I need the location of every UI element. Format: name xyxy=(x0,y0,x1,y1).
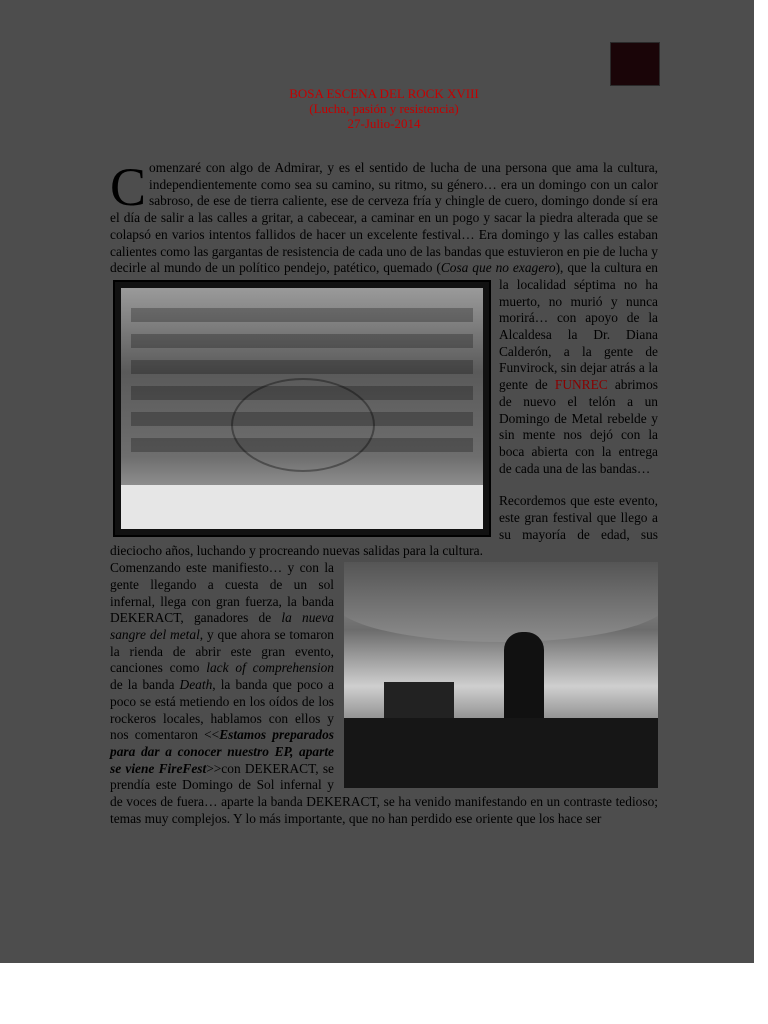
heading-title: BOSA ESCENA DEL ROCK XVIII xyxy=(289,86,479,101)
poster-artwork xyxy=(121,288,483,529)
p3-italic-3: Death xyxy=(179,677,213,693)
paragraph-2: Recordemos que este evento, este gran festival que llego a su mayoría de edad, sus dieciocho años, luchando y procreando nuevas salidas para la cultura. xyxy=(110,493,658,559)
p3-italic-1: la nueva sangre del metal xyxy=(110,610,334,642)
p3-text-d: , la banda que poco a poco se está metiendo en los oídos de los rockeros locales, hablamos con ellos y nos comentaron << xyxy=(110,677,335,743)
photo-canopy xyxy=(344,562,658,642)
poster-text-band xyxy=(131,308,473,322)
p1-italic: Cosa que no exagero xyxy=(440,260,556,276)
photo-speaker xyxy=(384,682,454,722)
skull-logo-image xyxy=(610,42,660,86)
p3-text-a: Comenzando este manifiesto… y con la gente llegando a cuesta de un sol infernal, llega con gran fuerza, la banda DEKERACT, ganadores de xyxy=(110,560,334,626)
drop-cap: C xyxy=(110,157,147,217)
p3-quote: Estamos preparados para dar a conocer nuestro EP, aparte se viene FireFest xyxy=(110,727,334,776)
p3-text-c: de la banda xyxy=(110,677,180,693)
poster-text-band xyxy=(131,334,473,348)
poster-emblem xyxy=(231,378,375,472)
poster-text-band xyxy=(131,360,473,374)
p1-text-start: omenzaré con algo de Admirar, y es el sentido de lucha de una persona que ama la cultura, independientemente como sea su camino, su ritmo, su género… era un domingo con un calor sabroso, de ese de tierra caliente, ese de cerveza fría y chingle de cuero, domingo donde sí era el día de salir a las calles a gritar, a cabecear, a caminar en un pogo y sacar la piedra alterada que se colapsó en varios intentos fallidos de hacer un excelente festival… Era domingo y las calles estaban calientes como las gargantas de resistencia de cada uno de las bandas que estuvieron en pie de lucha y decirle al mundo de un político pendejo, patético, quemado ( xyxy=(110,160,658,276)
poster-sponsor-strip xyxy=(121,485,483,529)
funrec-text: FUNREC xyxy=(554,377,608,393)
p3-italic-2: lack of comprehension xyxy=(206,660,334,676)
article-heading xyxy=(110,86,658,131)
paragraph-1 xyxy=(110,157,658,477)
paragraph-3 xyxy=(110,560,658,827)
concert-photo-image xyxy=(344,562,658,788)
photo-stage xyxy=(344,718,658,788)
photo-singer xyxy=(504,632,544,732)
heading-date: 27-Julio-2014 xyxy=(347,116,421,131)
p1-text-end: abrimos de nuevo el telón a un Domingo de Metal rebelde y sin mente nos dejó con la boca abierta con la entrega de cada una de las bandas… xyxy=(499,377,658,476)
p3-text-b: , y que ahora se tomaron la rienda de abrir este gran evento, canciones como xyxy=(110,626,334,676)
p3-text-e: >>con DEKERACT, se prendía este Domingo de Sol infernal y de voces de fuera… aparte la banda DEKERACT, se ha venido manifestando en un contraste tedioso; temas muy complejos. Y lo más importante, que no han perdido ese oriente que los hace ser xyxy=(110,760,658,826)
festival-poster-image xyxy=(113,280,491,537)
article-body xyxy=(110,157,658,827)
heading-subtitle: (Lucha, pasión y resistencia) xyxy=(309,101,459,116)
p1-text-mid: ), que la cultura en la localidad séptima no ha muerto, no murió y nunca morirá… con apoyo de la Alcaldesa la Dr. Diana Calderón, a la gente de Funvirock, sin dejar atrás a la gente de xyxy=(499,260,658,393)
